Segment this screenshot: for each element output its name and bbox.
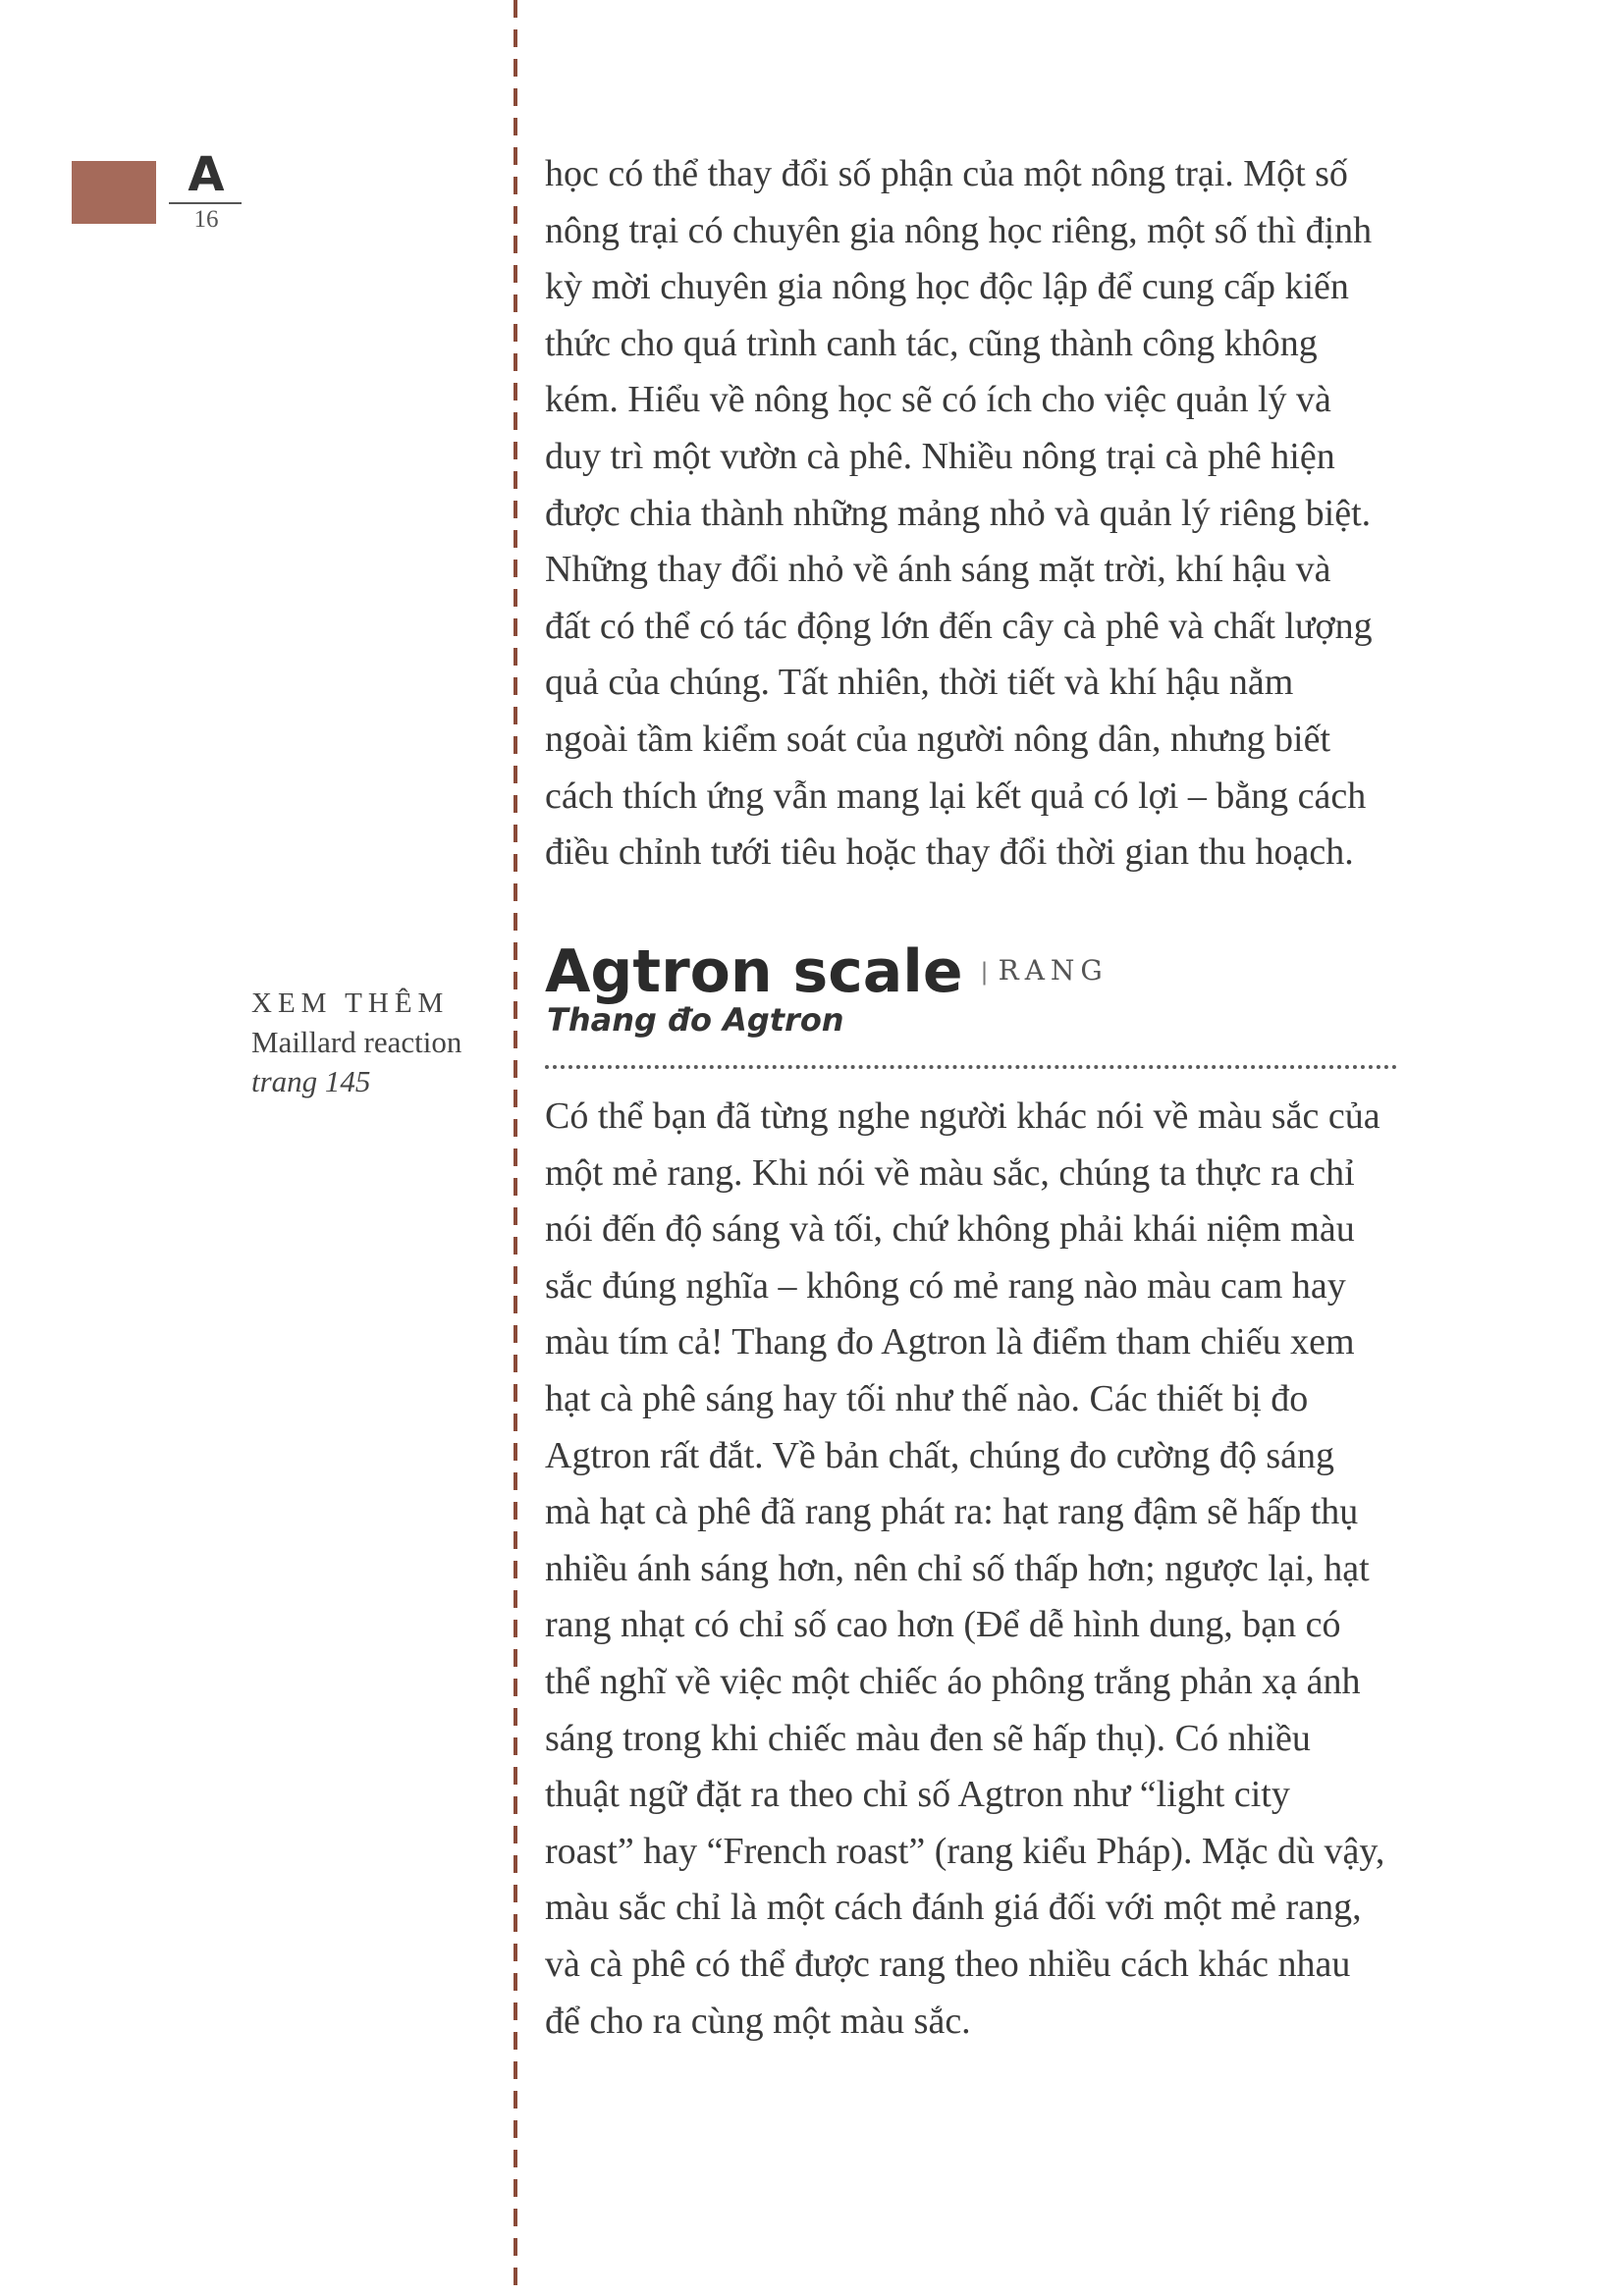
text-line: và cà phê có thể được rang theo nhiều cách khác nhau xyxy=(545,1943,1351,1985)
section-color-tab xyxy=(72,161,156,224)
text-line: quả của chúng. Tất nhiên, thời tiết và khí hậu nằm xyxy=(545,662,1294,704)
text-line: điều chỉnh tưới tiêu hoặc thay đổi thời gian thu hoạch. xyxy=(545,831,1354,874)
section-letter-underline xyxy=(169,202,242,204)
heading-separator: | xyxy=(980,958,989,986)
see-also-page-ref: trang 145 xyxy=(251,1064,371,1098)
text-line: kém. Hiểu về nông học sẽ có ích cho việc quản lý và xyxy=(545,379,1331,421)
text-line: hạt cà phê sáng hay tối như thế nào. Các thiết bị đo xyxy=(545,1377,1309,1419)
dotted-divider xyxy=(545,1065,1397,1069)
paragraph-2 xyxy=(545,1089,1527,2050)
text-line: được chia thành những mảng nhỏ và quản lý riêng biệt. xyxy=(545,492,1372,534)
text-line: đất có thể có tác động lớn đến cây cà phê và chất lượng xyxy=(545,605,1373,647)
text-line: nông trại có chuyên gia nông học riêng, một số thì định xyxy=(545,209,1373,251)
entry-title: Agtron scale xyxy=(545,937,963,1006)
paragraph-1 xyxy=(545,146,1527,881)
entry-heading xyxy=(545,937,1109,1006)
text-line: màu sắc chỉ là một cách đánh giá đối với một mẻ rang, xyxy=(545,1887,1362,1929)
see-also-note xyxy=(251,984,507,1101)
text-line: kỳ mời chuyên gia nông học độc lập để cung cấp kiến xyxy=(545,266,1349,308)
text-line: để cho ra cùng một màu sắc. xyxy=(545,2000,971,2042)
margin-dashed-rule xyxy=(514,0,517,2296)
text-line: mà hạt cà phê đã rang phát ra: hạt rang đậm sẽ hấp thụ xyxy=(545,1491,1359,1533)
section-letter: A xyxy=(188,147,225,202)
text-line: nói đến độ sáng và tối, chứ không phải khái niệm màu xyxy=(545,1208,1355,1251)
text-line: Agtron rất đắt. Về bản chất, chúng đo cường độ sáng xyxy=(545,1434,1335,1476)
text-line: màu tím cả! Thang đo Agtron là điểm tham chiếu xem xyxy=(545,1321,1355,1363)
text-line: ngoài tầm kiểm soát của người nông dân, nhưng biết xyxy=(545,718,1331,760)
text-line: rang nhạt có chỉ số cao hơn (Để dễ hình dung, bạn có xyxy=(545,1604,1341,1646)
text-line: một mẻ rang. Khi nói về màu sắc, chúng ta thực ra chỉ xyxy=(545,1151,1355,1194)
text-line: roast” hay “French roast” (rang kiểu Pháp). Mặc dù vậy, xyxy=(545,1830,1385,1872)
text-line: Những thay đổi nhỏ về ánh sáng mặt trời, khí hậu và xyxy=(545,549,1331,591)
text-line: sắc đúng nghĩa – không có mẻ rang nào màu cam hay xyxy=(545,1264,1346,1307)
text-line: cách thích ứng vẫn mang lại kết quả có lợi – bằng cách xyxy=(545,774,1367,817)
text-line: thuật ngữ đặt ra theo chỉ số Agtron như “light city xyxy=(545,1774,1290,1816)
text-line: học có thể thay đổi số phận của một nông trại. Một số xyxy=(545,153,1348,194)
entry-section-label: RANG xyxy=(998,954,1109,987)
text-line: nhiều ánh sáng hơn, nên chỉ số thấp hơn; ngược lại, hạt xyxy=(545,1547,1370,1589)
see-also-term: Maillard reaction xyxy=(251,1025,462,1059)
text-line: thức cho quá trình canh tác, cũng thành công không xyxy=(545,322,1318,364)
page-number: 16 xyxy=(193,206,219,233)
text-line: Có thể bạn đã từng nghe người khác nói về màu sắc của xyxy=(545,1095,1380,1137)
text-line: duy trì một vườn cà phê. Nhiều nông trại cà phê hiện xyxy=(545,435,1335,477)
text-line: sáng trong khi chiếc màu đen sẽ hấp thụ). Có nhiều xyxy=(545,1717,1311,1759)
entry-subtitle: Thang đo Agtron xyxy=(547,1001,844,1039)
text-line: thể nghĩ về việc một chiếc áo phông trắng phản xạ ánh xyxy=(545,1660,1361,1702)
see-also-label: XEM THÊM xyxy=(251,988,450,1019)
